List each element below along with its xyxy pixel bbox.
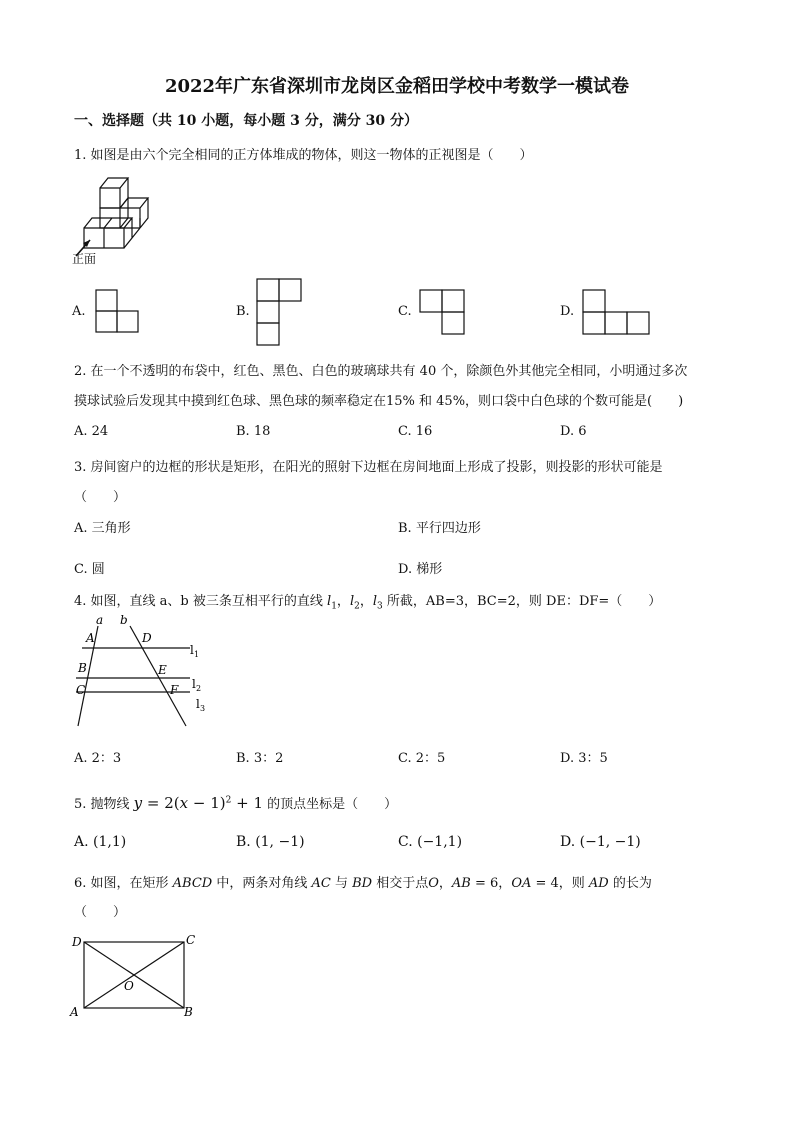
q3-option-b[interactable]: B. 平行四边形: [398, 521, 481, 536]
q3-option-c[interactable]: C. 圆: [74, 562, 105, 577]
q1-option-b-label[interactable]: B.: [236, 304, 250, 319]
question-3-line-2: （ ）: [74, 490, 127, 505]
q4-l1: l: [327, 594, 332, 609]
label-l1-sub: 1: [194, 650, 200, 659]
q5-formula-mid: = 2(: [142, 794, 180, 812]
q1-option-b-figure: [256, 278, 304, 346]
label-E: E: [158, 663, 167, 677]
q4-stem-b: 所截，AB=3，BC=2，则 DE：DF=（ ）: [382, 594, 662, 609]
q4-sep2: ，: [359, 594, 373, 609]
q4-l2-sub: 2: [354, 601, 360, 612]
q5-option-a[interactable]: A. (1,1): [74, 834, 127, 850]
label-D: D: [142, 631, 152, 645]
label-A: A: [86, 631, 95, 645]
question-4-parallel-lines-figure: [72, 612, 212, 732]
q2-option-c[interactable]: C. 16: [398, 424, 433, 439]
middle-cube: [100, 198, 128, 228]
q5-formula-y: y: [133, 794, 143, 812]
q5-formula-end: − 1): [188, 794, 226, 812]
label-l3-sub: 3: [200, 704, 206, 713]
q6-ab: AB: [451, 876, 471, 891]
q6-ac: AC: [311, 876, 331, 891]
q2-option-a[interactable]: A. 24: [74, 424, 109, 439]
q3-option-a[interactable]: A. 三角形: [74, 521, 131, 536]
section-heading: 一、选择题（共 10 小题，每小题 3 分，满分 30 分）: [74, 113, 418, 129]
q4-option-c[interactable]: C. 2：5: [398, 751, 446, 766]
q1-option-a-label[interactable]: A.: [72, 304, 86, 319]
question-3-line-1: 3. 房间窗户的边框的形状是矩形，在阳光的照射下边框在房间地面上形成了投影，则投影的形状可能是: [74, 460, 663, 475]
q6-stem-g: = 4，则: [531, 876, 589, 891]
q6-abcd: ABCD: [172, 876, 213, 891]
q4-option-d[interactable]: D. 3：5: [560, 751, 608, 766]
q6-ad: AD: [588, 876, 609, 891]
q6-stem-f: = 6，: [470, 876, 512, 891]
label-C: C: [186, 933, 196, 947]
q5-option-c[interactable]: C. (−1,1): [398, 834, 463, 850]
label-O: O: [124, 979, 134, 993]
q6-stem-e: ，: [438, 876, 452, 891]
q6-stem-d: 相交于点: [372, 876, 429, 891]
q4-l1-sub: 1: [331, 601, 337, 612]
q4-l3: l: [372, 594, 378, 609]
q4-l3-sub: 3: [377, 601, 383, 612]
q6-bd: BD: [352, 876, 373, 891]
q1-option-d-label[interactable]: D.: [560, 304, 575, 319]
q2-option-b[interactable]: B. 18: [236, 424, 271, 439]
q6-stem-a: 6. 如图，在矩形: [74, 876, 173, 891]
q6-stem-c: 与: [330, 876, 353, 891]
question-6-line-2: （ ）: [74, 905, 127, 920]
question-1-stem: 1. 如图是由六个完全相同的正方体堆成的物体，则这一物体的正视图是（ ）: [74, 148, 533, 163]
q1-option-c-label[interactable]: C.: [398, 304, 412, 319]
q1-option-d-figure: [582, 289, 650, 335]
q2-option-d[interactable]: D. 6: [560, 424, 587, 439]
q5-formula-exp: 2: [225, 795, 232, 806]
q4-option-a[interactable]: A. 2：3: [74, 751, 122, 766]
q5-option-b[interactable]: B. (1, −1): [236, 834, 305, 850]
label-A: A: [70, 1005, 79, 1019]
q5-formula-x: x: [179, 794, 189, 812]
q4-sep1: ，: [336, 594, 350, 609]
page-title: 2022年广东省深圳市龙岗区金稻田学校中考数学一模试卷: [164, 76, 630, 97]
label-B: B: [78, 661, 87, 675]
q6-stem-b: 中，两条对角线: [212, 876, 312, 891]
q6-stem-h: 的长为: [608, 876, 652, 891]
q1-option-c-figure: [419, 289, 465, 335]
q4-l2: l: [349, 594, 355, 609]
question-6-rectangle-figure: [70, 930, 200, 1022]
question-4-stem: [74, 590, 661, 612]
label-D: D: [72, 935, 82, 949]
question-2-line-2: 摸球试验后发现其中摸到红色球、黑色球的频率稳定在15% 和 45%，则口袋中白色球的个数可能是( ): [74, 394, 684, 409]
q6-o: O: [428, 876, 439, 891]
q1-option-a-figure: [95, 289, 140, 334]
label-C: C: [76, 683, 86, 697]
label-l2: l: [192, 677, 196, 691]
q5-option-d[interactable]: D. (−1, −1): [560, 834, 641, 850]
q3-option-d[interactable]: D. 梯形: [398, 562, 443, 577]
label-a: a: [96, 613, 104, 627]
question-2-line-1: 2. 在一个不透明的布袋中，红色、黑色、白色的玻璃球共有 40 个，除颜色外其他完全相同，小明通过多次: [74, 364, 688, 379]
question-5-stem: [74, 793, 397, 812]
front-cubes: [84, 218, 140, 248]
label-F: F: [170, 683, 179, 697]
q4-option-b[interactable]: B. 3：2: [236, 751, 284, 766]
question-6-stem: [74, 872, 652, 891]
label-l3: l: [196, 697, 200, 711]
front-label: 正面: [72, 252, 97, 266]
label-b: b: [120, 613, 128, 627]
label-B: B: [184, 1005, 193, 1019]
label-l2-sub: 2: [196, 684, 202, 693]
q5-stem-post: 的顶点坐标是（ ）: [263, 797, 398, 812]
q5-stem-pre: 5. 抛物线: [74, 797, 134, 812]
q4-stem-a: 4. 如图，直线 a、b 被三条互相平行的直线: [74, 594, 328, 609]
q6-oa: OA: [511, 876, 532, 891]
label-l1: l: [190, 643, 194, 657]
q5-formula-tail: + 1: [231, 794, 264, 812]
